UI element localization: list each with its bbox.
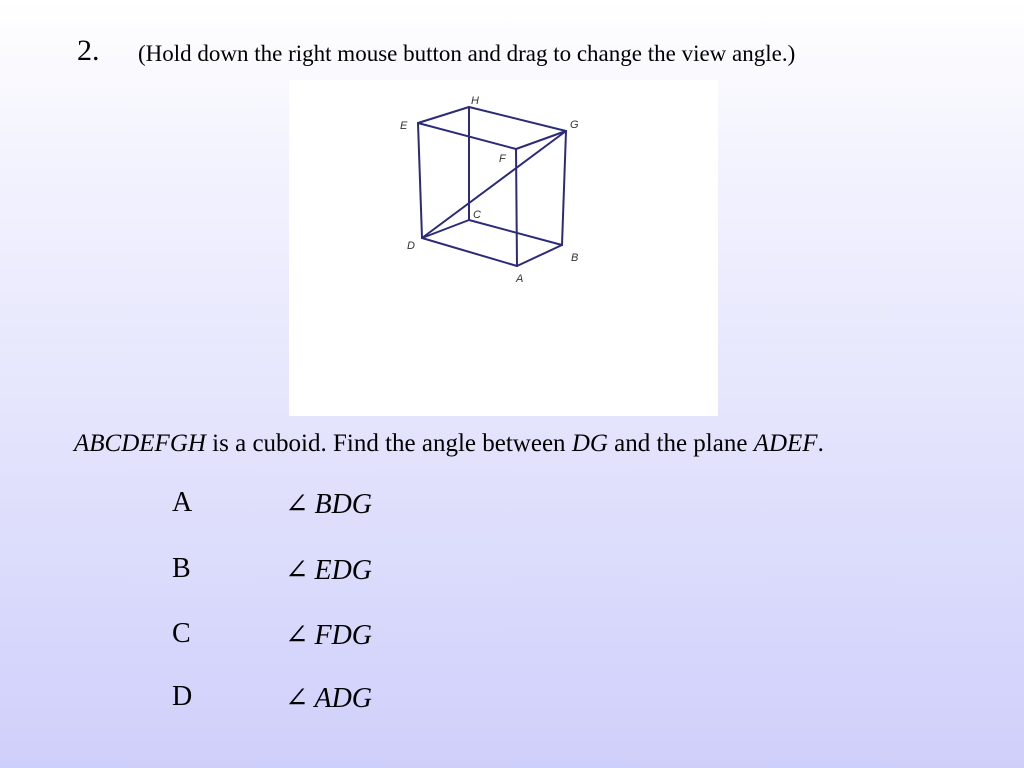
vertex-label-B: B: [571, 252, 579, 264]
angle-symbol-icon: ∠: [285, 555, 309, 586]
option-letter: D: [172, 681, 193, 712]
option-answer-text: ADG: [314, 683, 373, 714]
vertex-label-F: F: [499, 153, 506, 165]
option-answer: [285, 618, 372, 652]
option-b[interactable]: [0, 553, 1024, 593]
vertex-label-C: C: [473, 209, 481, 221]
option-letter: C: [172, 618, 191, 649]
cuboid-diagram[interactable]: [289, 80, 718, 416]
vertex-label-H: H: [471, 95, 479, 107]
option-answer: [285, 681, 372, 715]
option-c[interactable]: [0, 618, 1024, 658]
edge-FE: [418, 123, 516, 149]
question-text: [74, 430, 824, 458]
plane-name: ADEF: [753, 430, 818, 457]
angle-symbol-icon: ∠: [285, 489, 309, 520]
edge-GB: [562, 131, 566, 245]
question-part2: and the plane: [607, 430, 754, 457]
question-part1: is a cuboid. Find the angle between: [212, 430, 572, 457]
edge-EH: [418, 107, 469, 123]
option-letter: A: [172, 487, 193, 518]
vertex-label-A: A: [516, 273, 524, 285]
option-letter: B: [172, 553, 191, 584]
question-number: 2.: [77, 34, 100, 67]
edge-DC: [422, 220, 469, 238]
line-name: DG: [571, 430, 608, 457]
angle-symbol-icon: ∠: [285, 620, 309, 651]
cuboid-viewer[interactable]: [289, 80, 718, 416]
option-d[interactable]: [0, 681, 1024, 721]
edge-BA: [517, 245, 562, 266]
edge-AD: [422, 238, 517, 266]
interaction-instruction: (Hold down the right mouse button and drag to change the view angle.): [138, 41, 796, 66]
vertex-label-D: D: [407, 240, 415, 252]
edge-HG: [469, 107, 566, 131]
option-answer-text: EDG: [314, 555, 373, 586]
edge-GF: [516, 131, 566, 149]
option-answer-text: FDG: [314, 620, 373, 651]
edge-CB: [469, 220, 562, 245]
cuboid-name: ABCDEFGH: [74, 430, 206, 457]
vertex-label-E: E: [400, 120, 408, 132]
option-answer: [285, 487, 372, 521]
option-answer-text: BDG: [314, 489, 373, 520]
angle-symbol-icon: ∠: [285, 683, 309, 714]
vertex-label-G: G: [570, 119, 579, 131]
diagonal-DG: [422, 131, 566, 238]
option-answer: [285, 553, 372, 587]
question-end: .: [817, 430, 824, 457]
edge-ED: [418, 123, 422, 238]
option-a[interactable]: [0, 487, 1024, 527]
